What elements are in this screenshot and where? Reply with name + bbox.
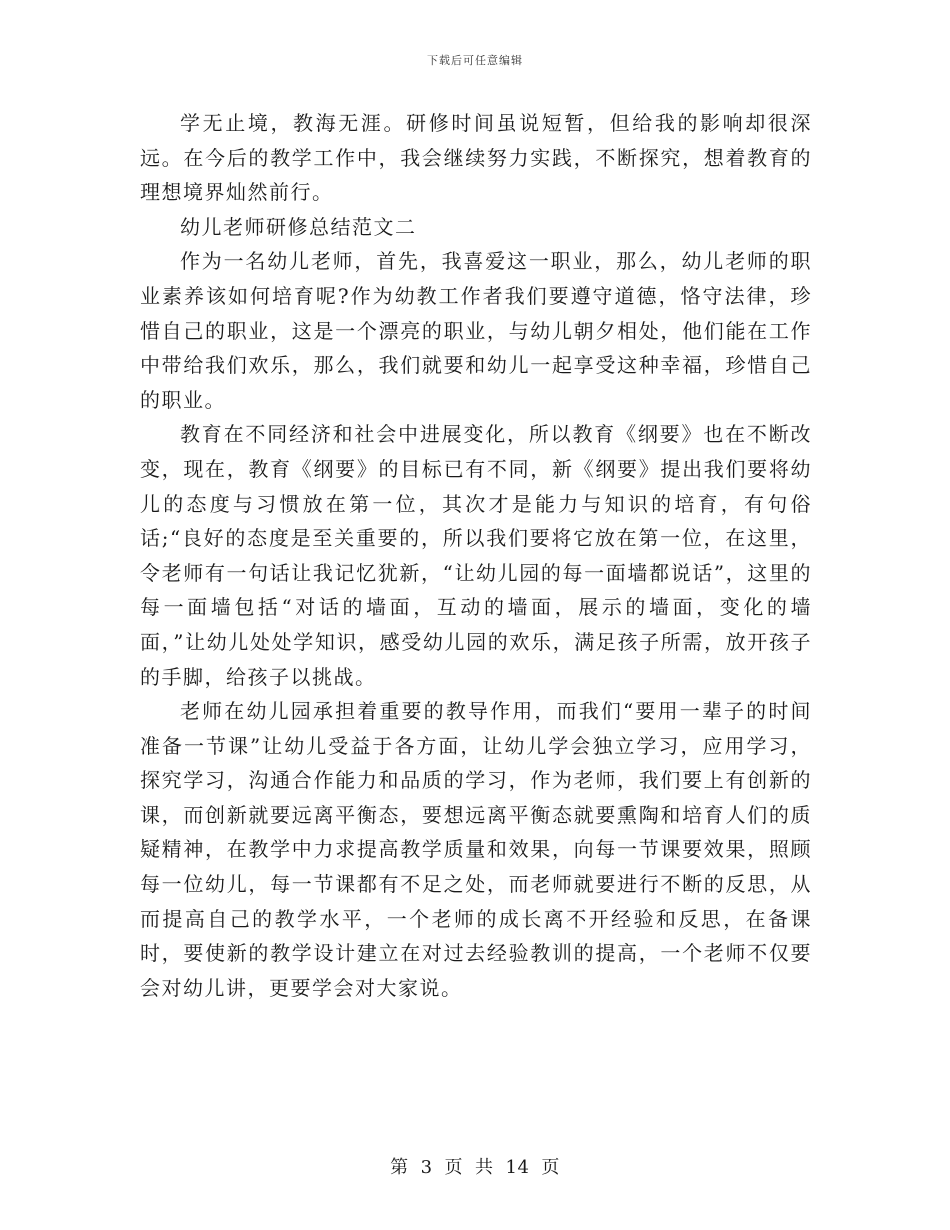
document-body xyxy=(140,106,812,1005)
paragraph-intro: 学无止境，教海无涯。研修时间虽说短暂，但给我的影响却很深远。在今后的教学工作中，我会继续努力实践，不断探究，想着教育的理想境界灿然前行。 xyxy=(140,111,812,205)
header-note: 下载后可任意编辑 xyxy=(427,54,523,67)
footer-prefix: 第 xyxy=(390,1157,409,1178)
paragraph-profession: 作为一名幼儿老师，首先，我喜爱这一职业，那么，幼儿老师的职业素养该如何培育呢?作为幼教工作者我们要遵守道德，恪守法律，珍惜自己的职业，这是一个漂亮的职业，与幼儿朝夕相处，他们能在工作中带给我们欢乐，那么，我们就要和幼儿一起享受这种幸福，珍惜自己的职业。 xyxy=(140,249,812,412)
paragraph-outline: 教育在不同经济和社会中进展变化，所以教育《纲要》也在不断改变，现在，教育《纲要》的目标已有不同，新《纲要》提出我们要将幼儿的态度与习惯放在第一位，其次才是能力与知识的培育，有句俗话;“良好的态度是至关重要的，所以我们要将它放在第一位，在这里，令老师有一句话让我记忆犹新，“让幼儿园的每一面墙都说话”，这里的每一面墙包括“对话的墙面，互动的墙面，展示的墙面，变化的墙面，”让幼儿处处学知识，感受幼儿园的欢乐，满足孩子所需，放开孩子的手脚，给孩子以挑战。 xyxy=(140,422,812,689)
paragraph-teacher-role: 老师在幼儿园承担着重要的教导作用，而我们“要用一辈子的时间准备一节课”让幼儿受益于各方面，让幼儿学会独立学习，应用学习，探究学习，沟通合作能力和品质的学习，作为老师，我们要上有创新的课，而创新就要远离平衡态，要想远离平衡态就要熏陶和培育人们的质疑精神，在教学中力求提高教学质量和效果，向每一节课要效果，照顾每一位幼儿，每一节课都有不足之处，而老师就要进行不断的反思，从而提高自己的教学水平，一个老师的成长离不开经验和反思，在备课时，要使新的教学设计建立在对过去经验教训的提高，一个老师不仅要会对幼儿讲，更要学会对大家说。 xyxy=(140,699,812,1000)
footer-total-prefix: 共 xyxy=(475,1157,494,1178)
section-heading: 幼儿老师研修总结范文二 xyxy=(180,214,417,239)
current-page-number: 3 xyxy=(420,1157,433,1178)
footer-suffix: 页 xyxy=(541,1157,560,1178)
page-number-footer xyxy=(0,1153,950,1179)
total-page-number: 14 xyxy=(505,1157,530,1178)
footer-page-word: 页 xyxy=(444,1157,464,1178)
